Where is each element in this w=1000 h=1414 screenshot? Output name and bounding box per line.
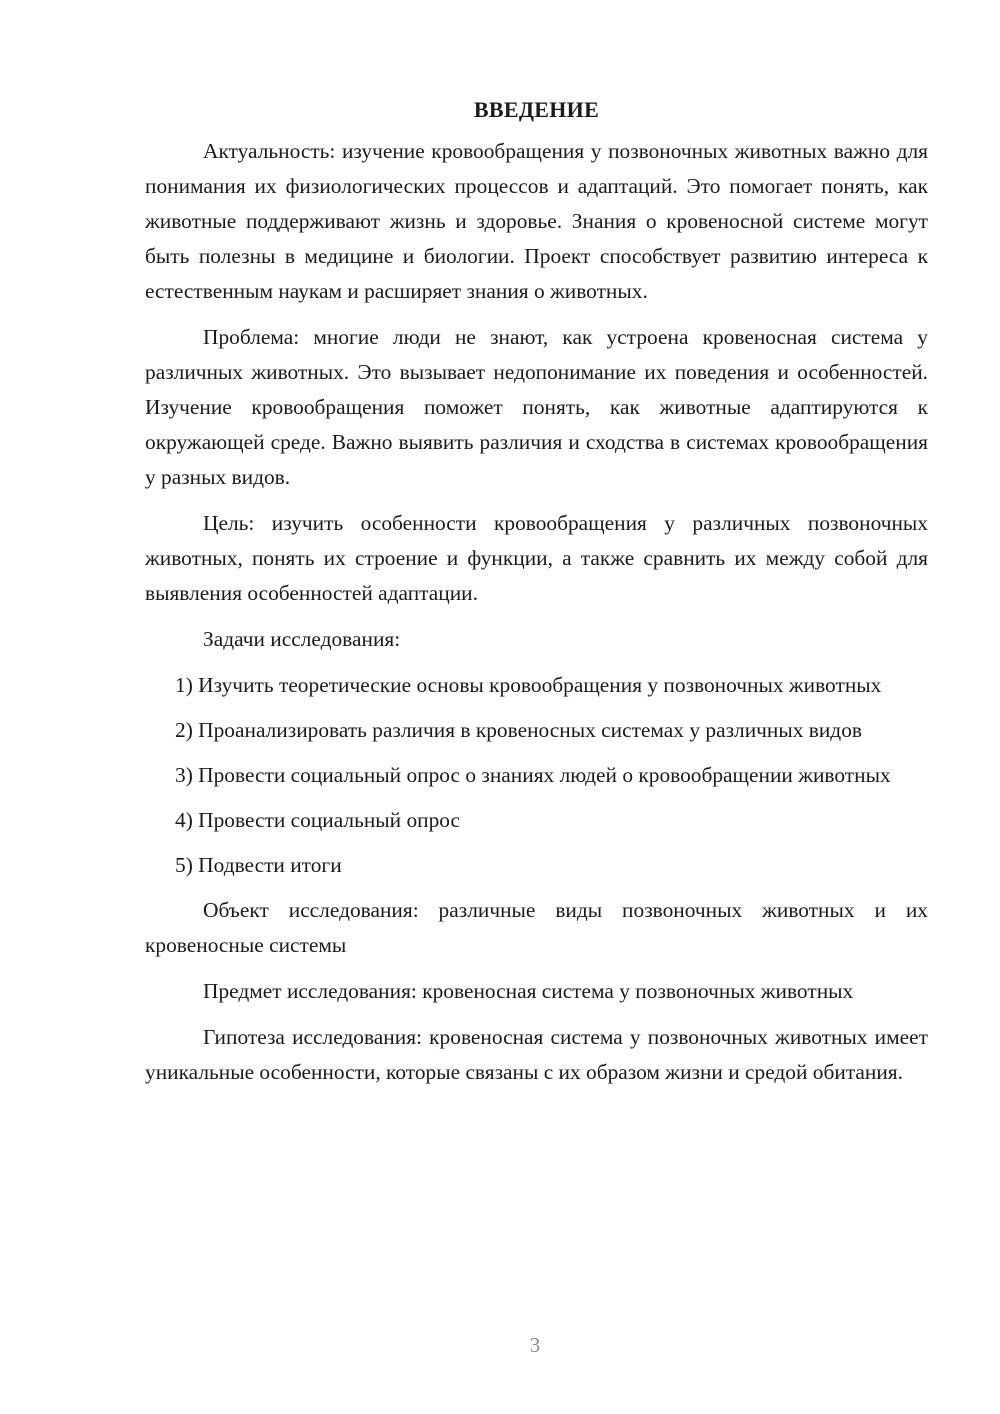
task-item-2: 2) Проанализировать различия в кровеносных системах у различных видов [175, 718, 862, 742]
page-content [145, 92, 928, 1101]
paragraph-hypothesis: Гипотеза исследования: кровеносная система у позвоночных животных имеет уникальные особенности, которые связаны с их образом жизни и средой обитания. [145, 1025, 928, 1084]
paragraph-problem: Проблема: многие люди не знают, как устроена кровеносная система у различных животных. Это вызывает недопонимание их поведения и особенностей. Изучение кровообращения поможет понять, как животные адаптируются к окружающей среде. Важно выявить различия и сходства в системах кровообращения у разных видов. [145, 325, 928, 489]
paragraph-goal: Цель: изучить особенности кровообращения у различных позвоночных животных, понять их строение и функции, а также сравнить их между собой для выявления особенностей адаптации. [145, 511, 928, 605]
paragraph-object: Объект исследования: различные виды позвоночных животных и их кровеносные системы [145, 898, 928, 957]
paragraph-relevance: Актуальность: изучение кровообращения у позвоночных животных важно для понимания их физиологических процессов и адаптаций. Это помогает понять, как животные поддерживают жизнь и здоровье. Знания о кровеносной системе могут быть полезны в медицине и биологии. Проект способствует развитию интереса к естественным наукам и расширяет знания о животных. [145, 139, 928, 303]
task-item-5: 5) Подвести итоги [175, 853, 342, 877]
tasks-heading: Задачи исследования: [203, 627, 401, 651]
page-title: ВВЕДЕНИЕ [473, 97, 600, 122]
task-item-1: 1) Изучить теоретические основы кровообращения у позвоночных животных [175, 673, 882, 697]
page-number: 3 [529, 1333, 541, 1357]
paragraph-subject: Предмет исследования: кровеносная система у позвоночных животных [203, 979, 854, 1003]
task-item-3: 3) Провести социальный опрос о знаниях людей о кровообращении животных [175, 763, 891, 787]
task-item-4: 4) Провести социальный опрос [175, 808, 461, 832]
